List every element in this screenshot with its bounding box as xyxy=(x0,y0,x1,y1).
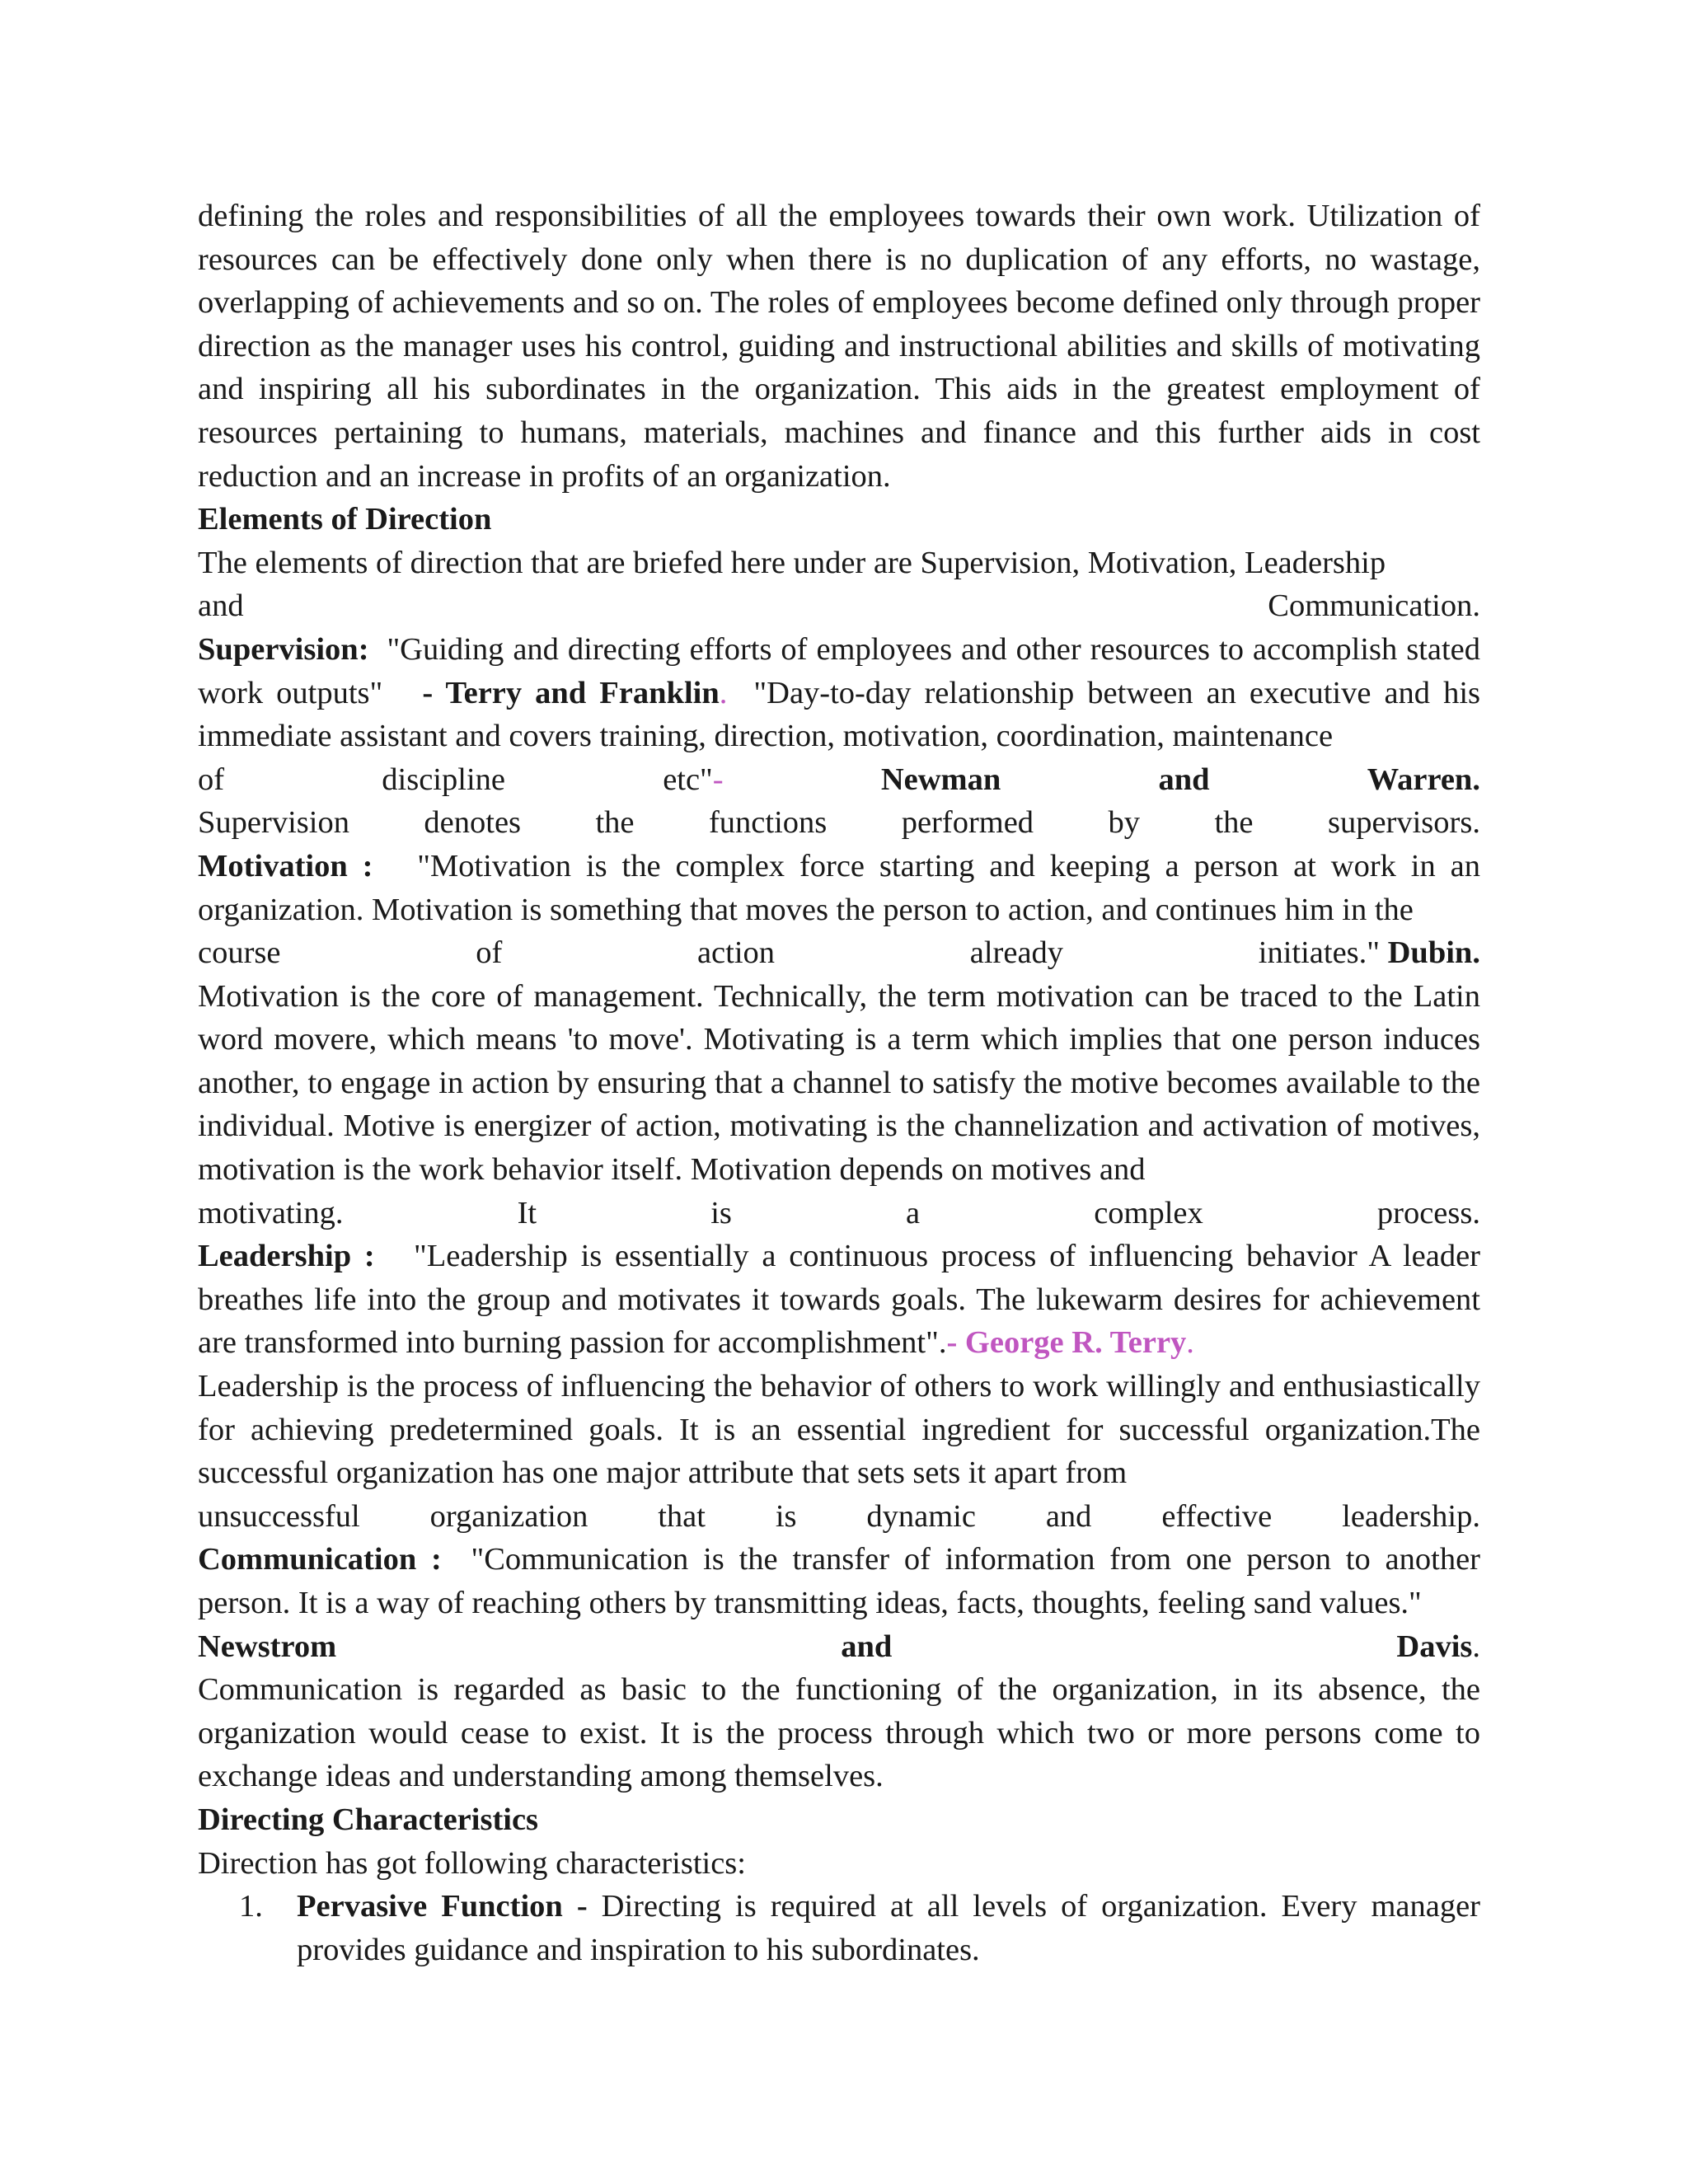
supervision-dot-1: . xyxy=(719,675,728,710)
leadership-author: - George R. Terry xyxy=(946,1325,1187,1361)
spread-word: is xyxy=(775,1498,797,1534)
spread-word: Newman xyxy=(880,762,1001,797)
elements-heading: Elements of Direction xyxy=(198,502,492,537)
spread-word: of xyxy=(198,762,225,797)
supervision-paragraph xyxy=(198,628,1489,758)
spread-word-part: Davis xyxy=(1396,1629,1473,1664)
spread-word: action xyxy=(696,935,776,971)
spread-word: Communication. xyxy=(1268,588,1480,624)
spread-word: unsuccessful xyxy=(198,1498,360,1534)
supervision-spread-line xyxy=(198,758,1480,802)
communication-author-dot: . xyxy=(1472,1629,1480,1664)
leadership-quote: "Leadership is essentially a continuous process of influencing behavior A leader breathes life into the group and motivates it towards goals. The lukewarm desires for achievement are transformed into burning passion for accomplishment". xyxy=(198,1239,1489,1361)
spread-word: denotes xyxy=(424,805,522,841)
leadership-paragraph xyxy=(198,1235,1489,1365)
spread-word: motivating. xyxy=(198,1195,344,1230)
list-item-text: Directing is required at all levels of organization. Every manager provides guidance and inspiration to his subordinates. xyxy=(297,1889,1489,1967)
spread-word: Newstrom xyxy=(198,1629,337,1664)
spread-word: and xyxy=(198,588,244,624)
spread-word: Warren. xyxy=(1367,762,1480,797)
motivation-body: Motivation is the core of management. Technically, the term motivation can be traced to the Latin word movere, which means 'to move'. Motivating is a term which implies that one person induces another, to engage in action by ensuring that a channel to satisfy the motive becomes available to the individual. Motive is energizer of action, motivating is the channelization and activation of motives, motivation is the work behavior itself. Motivation depends on motives and xyxy=(198,978,1480,1188)
motivation-quote: "Motivation is the complex force starting and keeping a person at work in an organization. Motivation is something that moves the person to action, and continues him in the xyxy=(198,848,1489,927)
motivation-last-line xyxy=(198,1192,1480,1235)
spread-word: discipline xyxy=(382,762,505,797)
spread-word: already xyxy=(969,935,1064,971)
spread-word: process. xyxy=(1376,1195,1480,1230)
spread-word: dynamic xyxy=(866,1498,976,1534)
spread-word: effective xyxy=(1161,1498,1273,1534)
intro-paragraph: defining the roles and responsibilities of all the employees towards their own work. Utilization of resources can be effectively done only when there is no duplication of any efforts, no wastage, overlapping of achievements and so on. The roles of employees become defined only through proper direction as the manager uses his control, guiding and instructional abilities and skills of motivating and inspiring all his subordinates in the organization. This aids in the greatest employment of resources pertaining to humans, materials, machines and finance and this further aids in cost reduction and an increase in profits of an organization. xyxy=(198,199,1480,494)
spread-word: leadership. xyxy=(1342,1498,1480,1534)
spread-word xyxy=(1259,931,1480,975)
spread-word: by xyxy=(1108,805,1141,841)
motivation-label: Motivation : xyxy=(198,848,373,883)
spread-word: and xyxy=(1045,1498,1092,1534)
communication-author-line xyxy=(198,1625,1480,1669)
supervision-quote-1: "Guiding and directing efforts of employees and other resources to accomplish stated work outputs" xyxy=(198,631,1489,710)
elements-intro: The elements of direction that are briefed here under are Supervision, Motivation, Leadership xyxy=(198,545,1386,580)
motivation-spread-line xyxy=(198,931,1480,975)
supervision-author-1: - Terry and Franklin xyxy=(422,675,720,710)
spread-word: organization xyxy=(429,1498,588,1534)
spread-word-part: etc" xyxy=(663,762,713,797)
spread-word-dash: - xyxy=(712,762,724,797)
spread-word: It xyxy=(517,1195,537,1230)
characteristics-list xyxy=(198,1885,1489,1971)
leadership-author-dot: . xyxy=(1186,1325,1194,1361)
elements-intro-last-line xyxy=(198,584,1480,628)
leadership-body: Leadership is the process of influencing the behavior of others to work willingly and enthusiastically for achieving predetermined goals. It is an essential ingredient for successful organization.The successful organization has one major attribute that sets sets it apart from xyxy=(198,1369,1480,1491)
supervision-quote-2: "Day-to-day relationship between an executive and his immediate assistant and covers training, direction, motivation, coordination, maintenance xyxy=(198,675,1489,754)
leadership-last-line xyxy=(198,1495,1480,1539)
spread-word: and xyxy=(841,1629,893,1664)
motivation-author: Dubin. xyxy=(1387,935,1480,971)
list-item xyxy=(198,1885,1489,1971)
spread-word: complex xyxy=(1094,1195,1203,1230)
spread-word: supervisors. xyxy=(1327,805,1480,841)
list-item-number: 1. xyxy=(239,1889,263,1924)
list-item-title: Pervasive Function - xyxy=(297,1889,588,1924)
spread-word: that xyxy=(658,1498,706,1534)
spread-word: the xyxy=(1214,805,1254,841)
spread-word: of xyxy=(476,935,503,971)
communication-body: Communication is regarded as basic to the functioning of the organization, in its absence, the organization would cease to exist. It is the process through which two or more persons come to exchange ideas and understanding among themselves. xyxy=(198,1672,1480,1794)
communication-paragraph xyxy=(198,1538,1489,1624)
leadership-label: Leadership : xyxy=(198,1239,375,1274)
document-page xyxy=(198,194,1489,1971)
spread-word: functions xyxy=(708,805,828,841)
spread-word: course xyxy=(198,935,281,971)
communication-label: Communication : xyxy=(198,1542,442,1577)
spread-word: Supervision xyxy=(198,805,349,841)
spread-word-part: initiates." xyxy=(1258,935,1380,971)
spread-word: the xyxy=(595,805,635,841)
spread-word: is xyxy=(710,1195,732,1230)
spread-word: a xyxy=(906,1195,921,1230)
spread-word: performed xyxy=(901,805,1034,841)
supervision-definition-line xyxy=(198,801,1480,845)
characteristics-heading: Directing Characteristics xyxy=(198,1802,539,1837)
spread-word: and xyxy=(1158,762,1210,797)
motivation-paragraph xyxy=(198,845,1489,931)
supervision-label: Supervision: xyxy=(198,631,369,667)
spread-word xyxy=(1396,1625,1480,1669)
characteristics-intro: Direction has got following characteristics: xyxy=(198,1845,746,1881)
spread-word xyxy=(663,758,723,802)
communication-quote: "Communication is the transfer of information from one person to another person. It is a way of reaching others by transmitting ideas, facts, thoughts, feeling sand values." xyxy=(198,1542,1489,1620)
